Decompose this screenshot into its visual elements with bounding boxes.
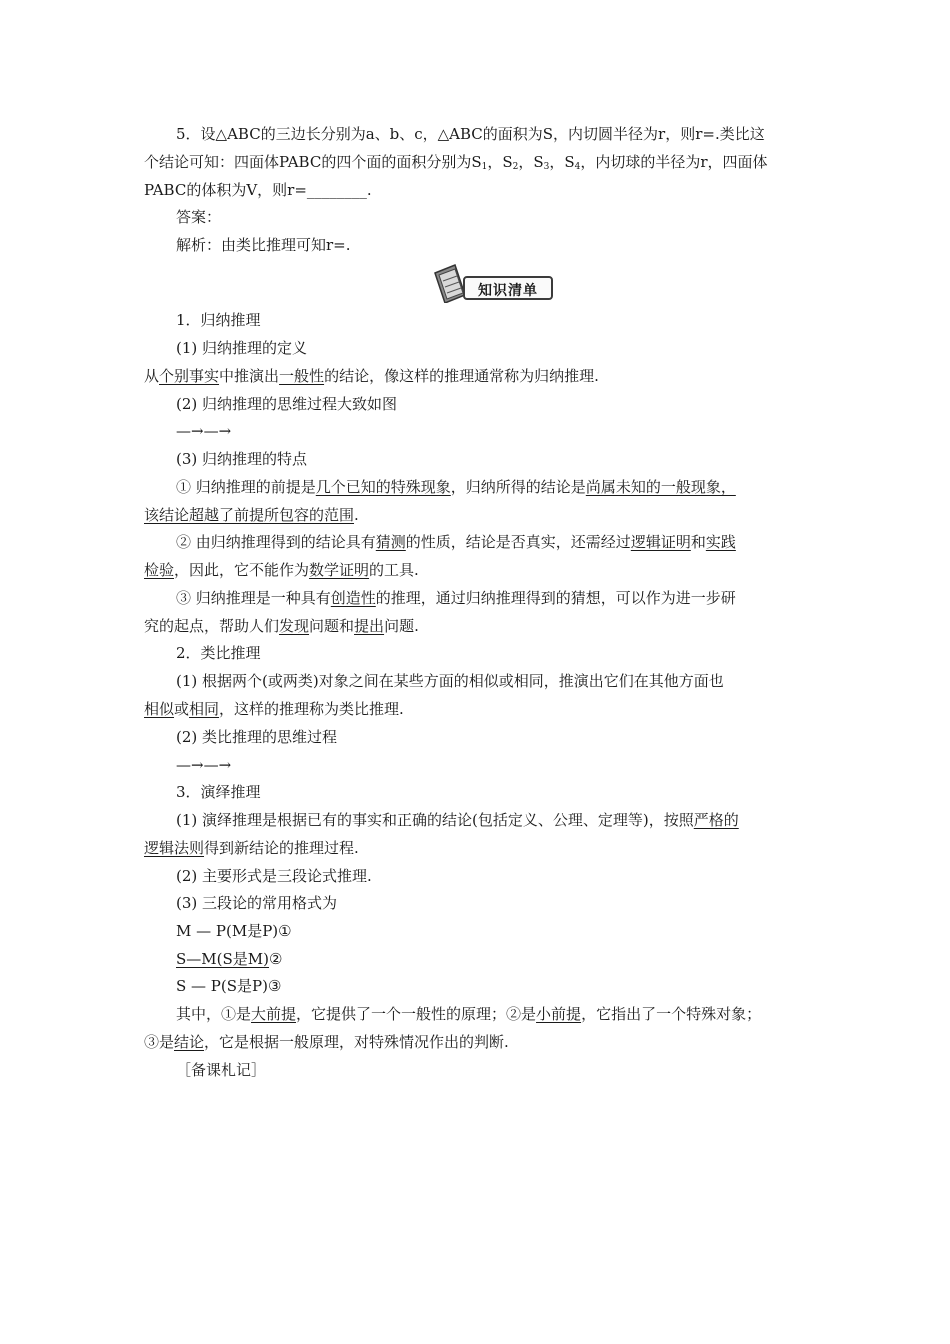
q5-line-3: PABC的体积为V，则r=________. [144, 181, 372, 199]
knowledge-list-badge [433, 263, 555, 303]
s3-definition-line-1: (1) 演绎推理是根据已有的事实和正确的结论(包括定义、公理、定理等)，按照严格的 [176, 811, 739, 829]
lesson-notes-label: ［备课札记］ [176, 1061, 267, 1079]
s3-format-title: (3) 三段论的常用格式为 [176, 894, 338, 912]
s1-feature-3-line-1: ③ 归纳推理是一种具有创造性的推理，通过归纳推理得到的猜想，可以作为进一步研 [176, 589, 736, 607]
s1-definition-title: (1) 归纳推理的定义 [176, 339, 308, 357]
s1-feature-2-line-1: ② 由归纳推理得到的结论具有猜测的性质，结论是否真实，还需经过逻辑证明和实践 [176, 533, 736, 551]
analysis-text: 解析：由类比推理可知r=. [176, 236, 351, 254]
s1-feature-1-line-2: 该结论超越了前提所包容的范围. [144, 506, 359, 524]
syllogism-major: M — P(M是P)① [176, 922, 292, 940]
section-1-title: 1．归纳推理 [176, 311, 261, 329]
s2-process-flow: —→—→ [176, 756, 232, 774]
syllogism-conclusion: S — P(S是P)③ [176, 977, 282, 995]
q5-line-1: 5．设△ABC的三边长分别为a、b、c，△ABC的面积为S，内切圆半径为r，则r=.类比这 [176, 125, 765, 143]
s1-process-title: (2) 归纳推理的思维过程大致如图 [176, 395, 398, 413]
answer-label: 答案： [176, 208, 222, 226]
s1-feature-2-line-2: 检验，因此，它不能作为数学证明的工具. [144, 561, 419, 579]
s3-explanation-line-2: ③是结论，它是根据一般原理，对特殊情况作出的判断. [144, 1033, 509, 1051]
section-3-title: 3．演绎推理 [176, 783, 261, 801]
s1-feature-3-line-2: 究的起点，帮助人们发现问题和提出问题. [144, 617, 419, 635]
s3-explanation-line-1: 其中，①是大前提，它提供了一个一般性的原理；②是小前提，它指出了一个特殊对象； [176, 1005, 762, 1023]
s1-definition-text: 从个别事实中推演出一般性的结论，像这样的推理通常称为归纳推理. [144, 367, 599, 385]
s1-process-flow: —→—→ [176, 422, 232, 440]
s1-feature-1-line-1: ① 归纳推理的前提是几个已知的特殊现象，归纳所得的结论是尚属未知的一般现象， [176, 478, 736, 496]
syllogism-minor: S—M(S是M)② [176, 950, 283, 968]
s1-features-title: (3) 归纳推理的特点 [176, 450, 308, 468]
s2-definition-line-1: (1) 根据两个(或两类)对象之间在某些方面的相似或相同，推演出它们在其他方面也 [176, 672, 724, 690]
section-2-title: 2．类比推理 [176, 644, 261, 662]
q5-line-2: 个结论可知：四面体PABC的四个面的面积分别为$S_1$，$S_2$，$S_3$，$S_4$，内切球的半径为r，四面体 [144, 153, 768, 172]
s2-definition-line-2: 相似或相同，这样的推理称为类比推理. [144, 700, 404, 718]
s3-main-form: (2) 主要形式是三段论式推理. [176, 867, 372, 885]
badge-label: 知识清单 [478, 283, 538, 299]
s3-definition-line-2: 逻辑法则得到新结论的推理过程. [144, 839, 359, 857]
s2-process-title: (2) 类比推理的思维过程 [176, 728, 338, 746]
